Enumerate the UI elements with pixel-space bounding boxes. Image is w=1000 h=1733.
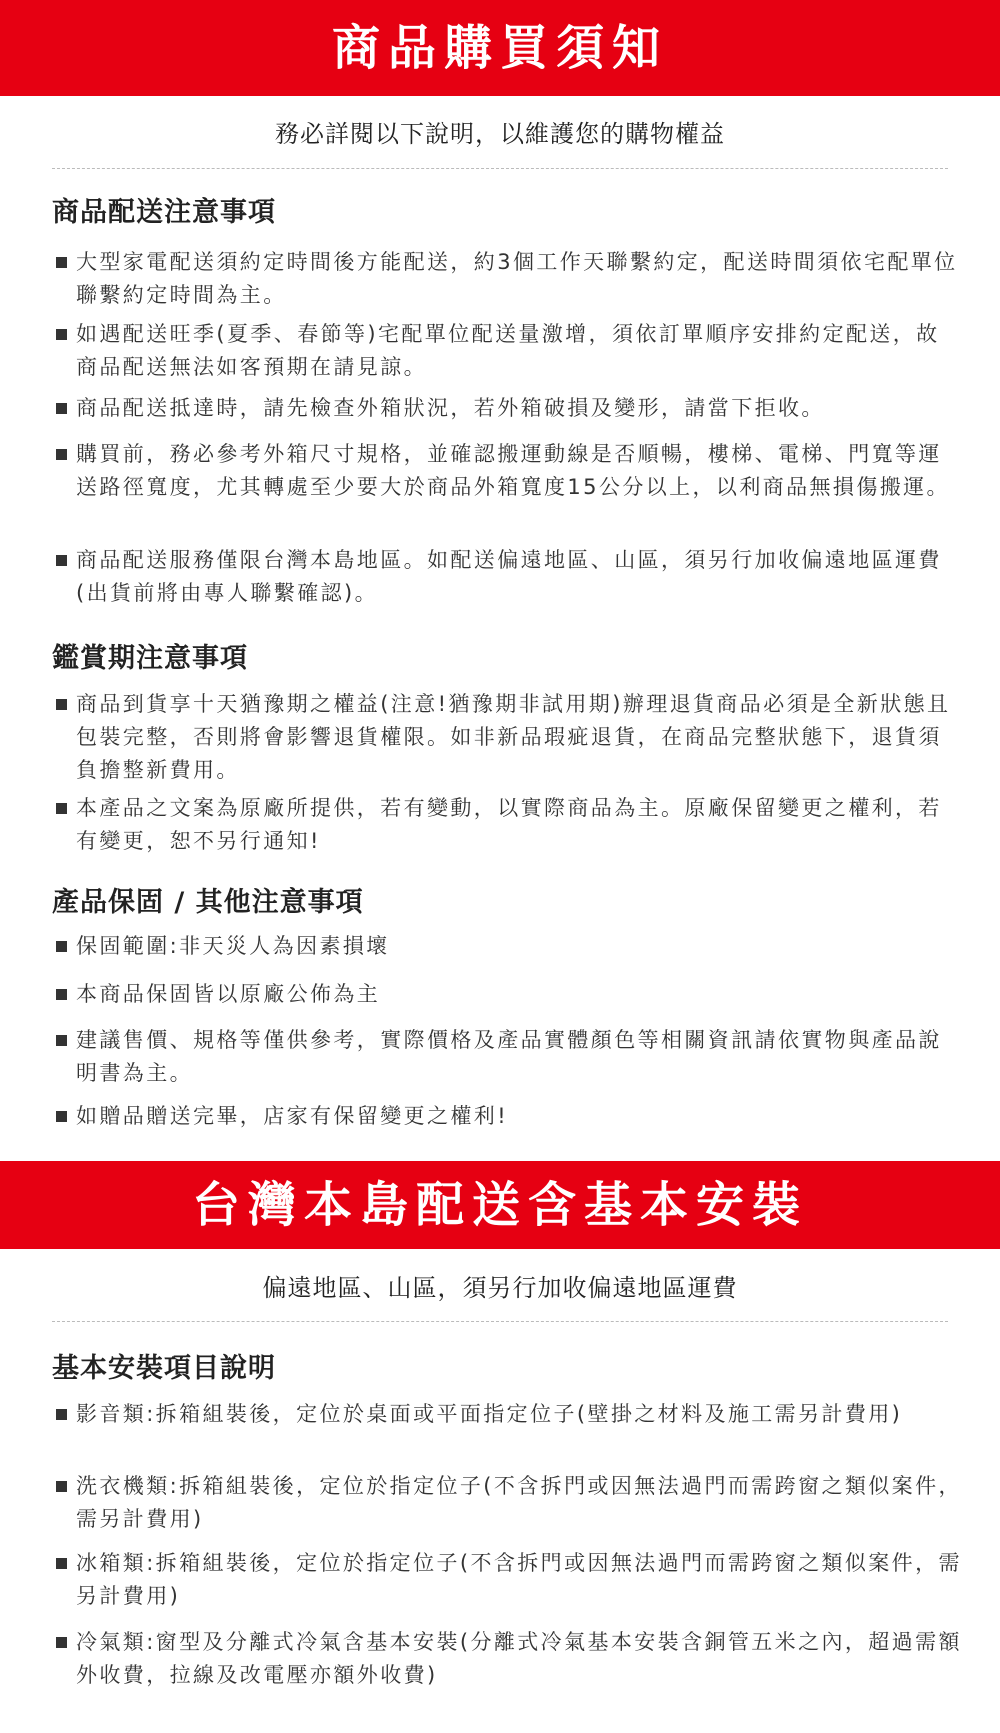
divider xyxy=(52,168,948,169)
divider xyxy=(52,1321,948,1322)
square-bullet-icon xyxy=(56,403,67,414)
list-item: 購買前，務必參考外箱尺寸規格，並確認搬運動線是否順暢，樓梯、電梯、門寬等運送路徑寬度，尤其轉處至少要大於商品外箱寬度15公分以上，以利商品無損傷搬運。 xyxy=(56,438,962,504)
square-bullet-icon xyxy=(56,449,67,460)
list-item: 洗衣機類:拆箱組裝後，定位於指定位子(不含拆門或因無法過門而需跨窗之類似案件，需另計費用) xyxy=(56,1470,962,1536)
square-bullet-icon xyxy=(56,1035,67,1046)
delivery-notes-title: 商品配送注意事項 xyxy=(52,197,276,228)
square-bullet-icon xyxy=(56,1409,67,1420)
list-item: 冷氣類:窗型及分離式冷氣含基本安裝(分離式冷氣基本安裝含銅管五米之內，超過需額外收費，拉線及改電壓亦額外收費) xyxy=(56,1626,962,1692)
purchase-notice-banner: 商品購買須知 xyxy=(0,0,1000,96)
square-bullet-icon xyxy=(56,555,67,566)
square-bullet-icon xyxy=(56,329,67,340)
appraisal-period-title: 鑑賞期注意事項 xyxy=(52,643,248,674)
list-item: 如贈品贈送完畢，店家有保留變更之權利! xyxy=(56,1100,962,1133)
square-bullet-icon xyxy=(56,1558,67,1569)
list-item: 本商品保固皆以原廠公佈為主 xyxy=(56,978,962,1011)
list-item: 冰箱類:拆箱組裝後，定位於指定位子(不含拆門或因無法過門而需跨窗之類似案件，需另計費用) xyxy=(56,1547,962,1613)
list-item: 大型家電配送須約定時間後方能配送，約3個工作天聯繫約定，配送時間須依宅配單位聯繫約定時間為主。 xyxy=(56,246,962,312)
warranty-notes-title: 產品保固 / 其他注意事項 xyxy=(52,887,364,918)
square-bullet-icon xyxy=(56,803,67,814)
list-item: 影音類:拆箱組裝後，定位於桌面或平面指定位子(壁掛之材料及施工需另計費用) xyxy=(56,1398,962,1431)
square-bullet-icon xyxy=(56,699,67,710)
list-item: 保固範圍:非天災人為因素損壞 xyxy=(56,930,962,963)
basic-installation-title: 基本安裝項目說明 xyxy=(52,1353,276,1384)
list-item: 本產品之文案為原廠所提供，若有變動，以實際商品為主。原廠保留變更之權利，若有變更，恕不另行通知! xyxy=(56,792,962,858)
square-bullet-icon xyxy=(56,941,67,952)
square-bullet-icon xyxy=(56,1481,67,1492)
list-item: 商品配送服務僅限台灣本島地區。如配送偏遠地區、山區，須另行加收偏遠地區運費(出貨前將由專人聯繫確認)。 xyxy=(56,544,962,610)
delivery-installation-subtitle: 偏遠地區、山區，須另行加收偏遠地區運費 xyxy=(262,1274,738,1302)
list-item: 商品到貨享十天猶豫期之權益(注意!猶豫期非試用期)辦理退貨商品必須是全新狀態且包裝完整，否則將會影響退貨權限。如非新品瑕疵退貨，在商品完整狀態下，退貨須負擔整新費用。 xyxy=(56,688,962,787)
square-bullet-icon xyxy=(56,989,67,1000)
list-item: 如遇配送旺季(夏季、春節等)宅配單位配送量激增，須依訂單順序安排約定配送，故商品配送無法如客預期在請見諒。 xyxy=(56,318,962,384)
purchase-notice-subtitle: 務必詳閱以下說明，以維護您的購物權益 xyxy=(275,120,725,148)
delivery-installation-banner: 台灣本島配送含基本安裝 xyxy=(0,1161,1000,1249)
square-bullet-icon xyxy=(56,1637,67,1648)
square-bullet-icon xyxy=(56,257,67,268)
square-bullet-icon xyxy=(56,1111,67,1122)
list-item: 建議售價、規格等僅供參考，實際價格及產品實體顏色等相關資訊請依實物與產品說明書為主。 xyxy=(56,1024,962,1090)
list-item: 商品配送抵達時，請先檢查外箱狀況，若外箱破損及變形，請當下拒收。 xyxy=(56,392,962,425)
